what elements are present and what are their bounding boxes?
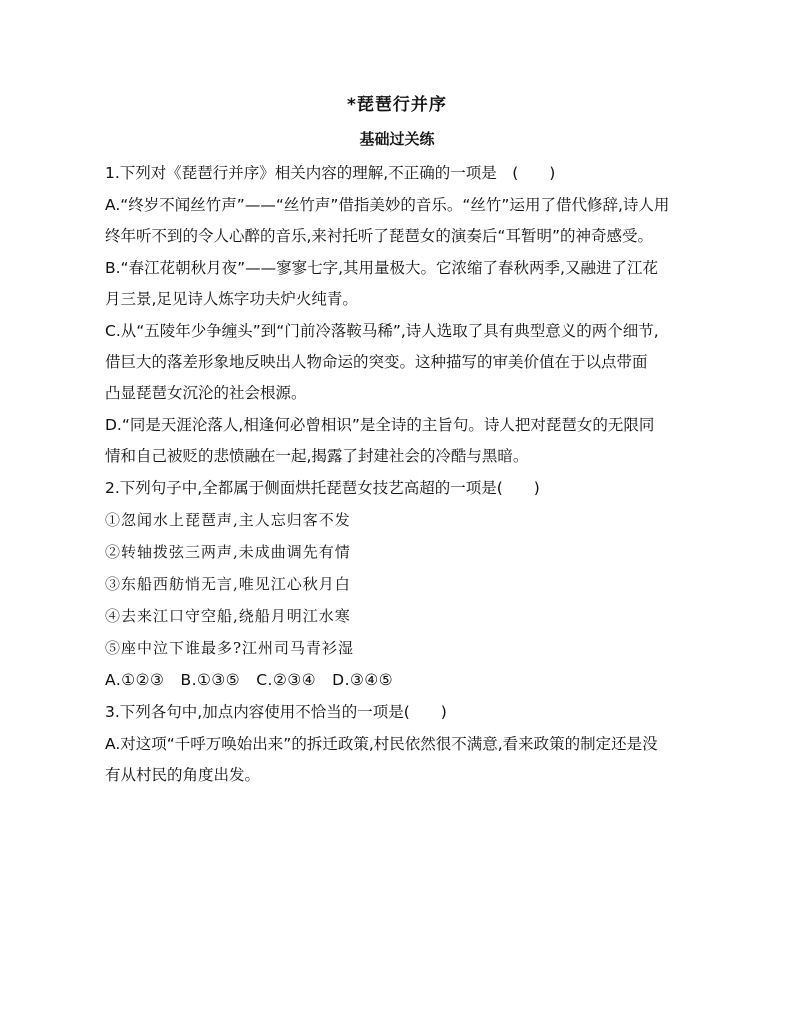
- question-1-option-b: [105, 258, 697, 310]
- question-content: [105, 163, 697, 797]
- option-text-line: 情和自己被贬的悲愤融在一起,揭露了封建社会的冷酷与黑暗。: [105, 447, 529, 465]
- option-text-line: A.对这项“千呼万唤始出来”的拆迁政策,村民依然很不满意,看来政策的制定还是没: [105, 735, 658, 753]
- question-1-stem: 1.下列对《琵琶行并序》相关内容的理解,不正确的一项是 ( ): [105, 164, 556, 182]
- option-text-line: D.“同是天涯沦落人,相逢何必曾相识”是全诗的主旨句。诗人把对琵琶女的无限同: [105, 416, 655, 434]
- option-text-line: 月三景,足见诗人炼字功夫炉火纯青。: [105, 290, 358, 308]
- option-text-line: B.“春江花朝秋月夜”——寥寥七字,其用量极大。它浓缩了春秋两季,又融进了江花: [105, 259, 658, 277]
- poem-line-5: ⑤座中泣下谁最多?江州司马青衫湿: [105, 639, 355, 657]
- page-title: *琵琶行并序: [347, 95, 447, 115]
- option-text-line: 借巨大的落差形象地反映出人物命运的突变。这种描写的审美价值在于以点带面: [105, 353, 648, 371]
- question-3-stem: 3.下列各句中,加点内容使用不恰当的一项是( ): [105, 703, 447, 721]
- poem-line-2: ②转轴拨弦三两声,未成曲调先有情: [105, 543, 351, 561]
- question-1-option-d: [105, 415, 697, 467]
- option-text-line: C.从“五陵年少争缠头”到“门前冷落鞍马稀”,诗人选取了具有典型意义的两个细节,: [105, 322, 659, 340]
- option-text-line: 凸显琵琶女沉沦的社会根源。: [105, 384, 307, 402]
- question-3-option-a: [105, 734, 697, 786]
- section-subtitle: 基础过关练: [359, 130, 435, 148]
- poem-line-4: ④去来江口守空船,绕船月明江水寒: [105, 607, 351, 625]
- option-text-line: 有从村民的角度出发。: [105, 766, 261, 784]
- poem-line-1: ①忽闻水上琵琶声,主人忘归客不发: [105, 511, 351, 529]
- poem-line-3: ③东船西舫悄无言,唯见江心秋月白: [105, 575, 351, 593]
- question-2-stem: 2.下列句子中,全都属于侧面烘托琵琶女技艺高超的一项是( ): [105, 479, 540, 497]
- option-text-line: A.“终岁不闻丝竹声”——“丝竹声”借指美妙的音乐。“丝竹”运用了借代修辞,诗人用: [105, 196, 670, 214]
- question-2-options: A.①②③ B.①③⑤ C.②③④ D.③④⑤: [105, 671, 394, 689]
- option-text-line: 终年听不到的令人心醉的音乐,来衬托听了琵琶女的演奏后“耳暂明”的神奇感受。: [105, 227, 653, 245]
- question-1-option-c: [105, 321, 697, 404]
- question-1-option-a: [105, 195, 697, 247]
